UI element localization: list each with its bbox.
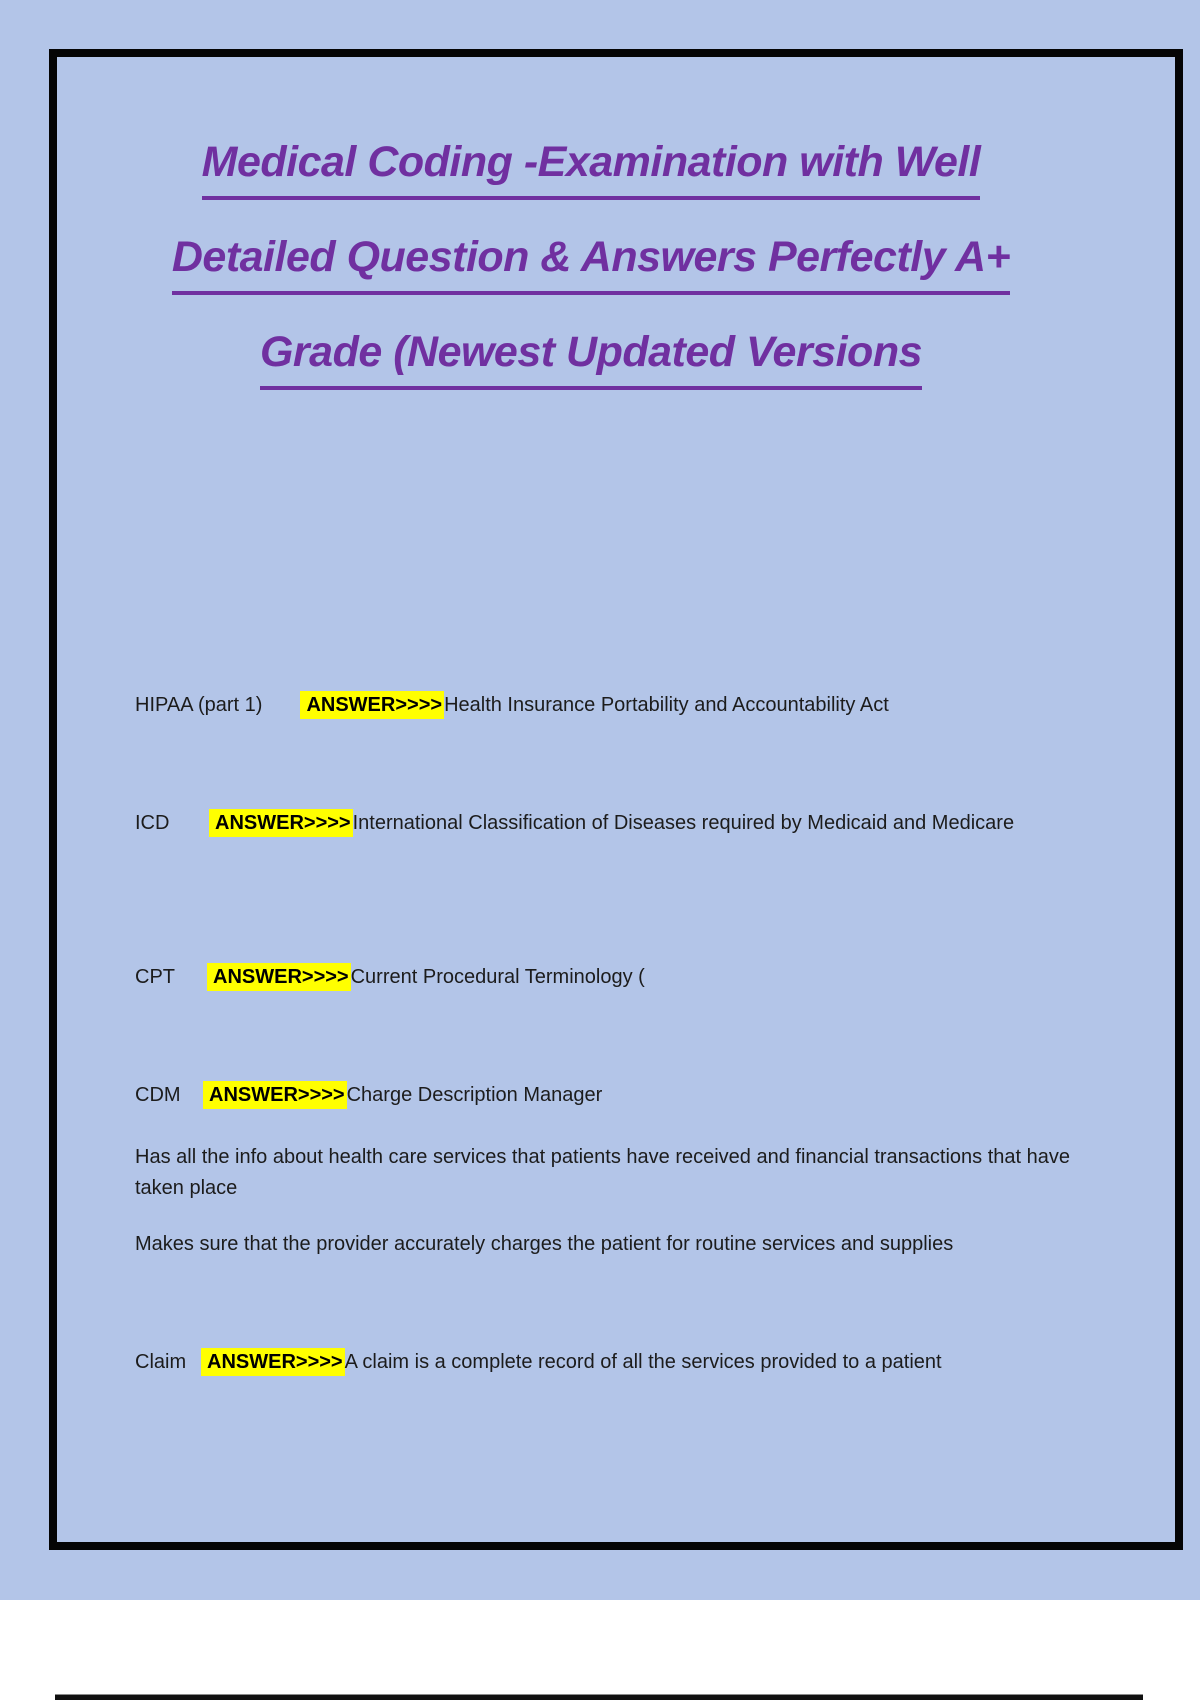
answer-text: International Classification of Diseases required by Medicaid and Medicare [352, 812, 1015, 834]
tab-spacer [262, 710, 300, 711]
answer-extra-paragraph: Has all the info about health care services that patients have received and financial transactions that have taken place [135, 1146, 1071, 1199]
tab-spacer [191, 1100, 203, 1101]
page-gap [0, 1611, 1200, 1694]
answer-extra-paragraph: Makes sure that the provider accurately charges the patient for routine services and supplies [135, 1233, 954, 1255]
title-row [135, 233, 1047, 295]
tab-spacer [191, 828, 209, 829]
title-line-1: Medical Coding -Examination with Well [202, 138, 981, 200]
next-page-top-border [55, 1694, 1143, 1700]
page-torn-edge [0, 1600, 1200, 1611]
answer-marker-highlight: ANSWER>>>> [207, 963, 351, 991]
tab-spacer [191, 982, 207, 983]
answer-marker-highlight: ANSWER>>>> [300, 691, 444, 719]
qa-item-hipaa [135, 690, 1087, 721]
question-term: CDM [135, 1084, 181, 1106]
answer-marker-highlight: ANSWER>>>> [209, 809, 353, 837]
question-term: ICD [135, 812, 170, 834]
qa-answer-line [135, 1080, 1087, 1111]
title-row [135, 138, 1047, 200]
document-title [135, 138, 1047, 423]
qa-item-claim [135, 1347, 1087, 1378]
question-term: CPT [135, 966, 175, 988]
qa-item-icd [135, 808, 1087, 839]
qa-item-cpt [135, 962, 1087, 993]
answer-marker-highlight: ANSWER>>>> [201, 1348, 345, 1376]
answer-text: Current Procedural Terminology ( [350, 966, 645, 988]
answer-text: A claim is a complete record of all the services provided to a patient [344, 1351, 942, 1373]
answer-marker-highlight: ANSWER>>>> [203, 1081, 347, 1109]
answer-text: Charge Description Manager [346, 1084, 603, 1106]
title-line-2: Detailed Question & Answers Perfectly A+ [172, 233, 1010, 295]
answer-text: Health Insurance Portability and Accountability Act [444, 694, 889, 716]
tab-spacer [191, 1367, 201, 1368]
question-term: HIPAA (part 1) [135, 694, 263, 716]
qa-item-cdm [135, 1080, 1087, 1260]
title-line-3: Grade (Newest Updated Versions [260, 328, 922, 390]
question-term: Claim [135, 1351, 187, 1373]
title-row [135, 328, 1047, 390]
